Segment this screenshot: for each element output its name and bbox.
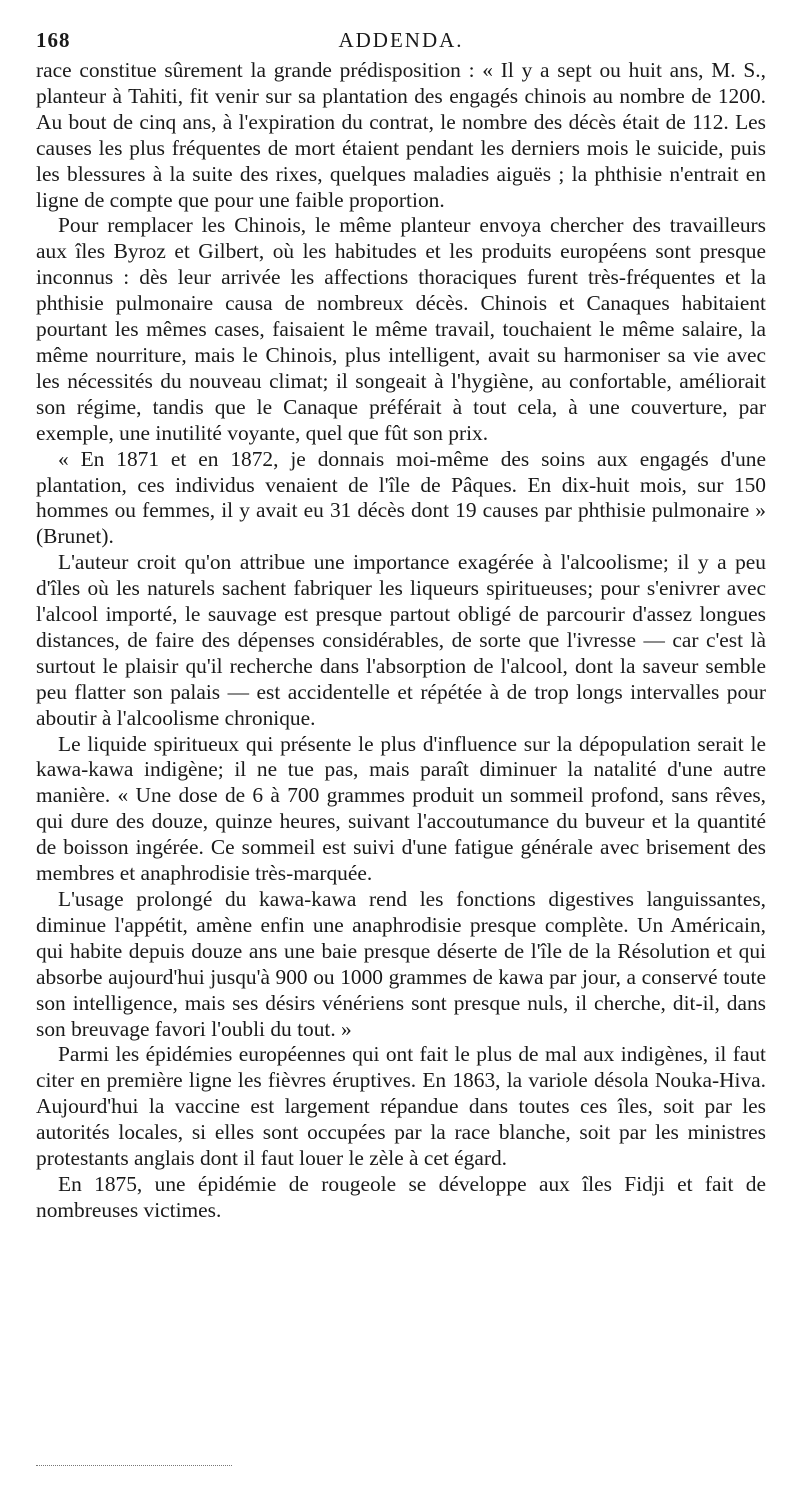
paragraph: Le liquide spiritueux qui présente le plus d'influence sur la dépopulation serait le kawa-kawa indigène; il ne tue pas, mais paraît diminuer la natalité d'une autre manière. « Une dose de 6 à 700 grammes produit un sommeil profond, sans rêves, qui dure des douze, quinze heures, suivant l'accoutumance du buveur et la quantité de boisson ingérée. Ce sommeil est suivi d'une fatigue générale avec brisement des membres et anaphrodisie très-marquée.	[36, 731, 766, 886]
page-number: 168	[36, 28, 71, 52]
running-title: ADDENDA.	[338, 28, 464, 52]
paragraph: Parmi les épidémies européennes qui ont fait le plus de mal aux indigènes, il faut citer en première ligne les fièvres éruptives. En 1863, la variole désola Nouka-Hiva. Aujourd'hui la vaccine est largement répandue dans toutes ces îles, soit par les autorités locales, si elles sont occupées par la race blanche, soit par les ministres protestants anglais dont il faut louer le zèle à cet égard.	[36, 1042, 766, 1171]
body-text	[36, 58, 766, 1224]
book-page	[36, 28, 766, 1224]
paragraph: race constitue sûrement la grande prédisposition : « Il y a sept ou huit ans, M. S., planteur à Tahiti, fit venir sur sa plantation des engagés chinois au nombre de 1200. Au bout de cinq ans, à l'expiration du contrat, le nombre des décès était de 112. Les causes les plus fréquentes de mort étaient pendant les derniers mois le suicide, puis les blessures à la suite des rixes, quelques maladies aiguës ; la phthisie n'entrait en ligne de compte que pour une faible proportion.	[36, 58, 766, 212]
paragraph: Pour remplacer les Chinois, le même planteur envoya chercher des travailleurs aux îles Byroz et Gilbert, où les habitudes et les produits européens sont presque inconnus : dès leur arrivée les affections thoraciques furent très-fréquentes et la phthisie pulmonaire causa de nombreux décès. Chinois et Canaques habitaient pourtant les mêmes cases, faisaient le même travail, touchaient le même salaire, la même nourriture, mais le Chinois, plus intelligent, avait su harmoniser sa vie avec les nécessités du nouveau climat; il songeait à l'hygiène, au confortable, améliorait son régime, tandis que le Canaque préférait à tout cela, à une couverture, par exemple, une inutilité voyante, quel que fût son prix.	[36, 213, 766, 445]
footer-rule	[36, 1465, 232, 1466]
paragraph: En 1875, une épidémie de rougeole se développe aux îles Fidji et fait de nombreuses victimes.	[36, 1171, 766, 1222]
running-head	[36, 28, 766, 58]
paragraph: « En 1871 et en 1872, je donnais moi-même des soins aux engagés d'une plantation, ces individus venaient de l'île de Pâques. En dix-huit mois, sur 150 hommes ou femmes, il y avait eu 31 décès dont 19 causes par phthisie pulmonaire » (Brunet).	[36, 446, 766, 549]
paragraph: L'auteur croit qu'on attribue une importance exagérée à l'alcoolisme; il y a peu d'îles où les naturels sachent fabriquer les liqueurs spiritueuses; pour s'enivrer avec l'alcool importé, le sauvage est presque partout obligé de parcourir d'assez longues distances, de faire des dépenses considérables, de sorte que l'ivresse — car c'est là surtout le plaisir qu'il recherche dans l'absorption de l'alcool, dont la saveur semble peu flatter son palais — est accidentelle et répétée à de trop longs intervalles pour aboutir à l'alcoolisme chronique.	[36, 550, 766, 730]
paragraph: L'usage prolongé du kawa-kawa rend les fonctions digestives languissantes, diminue l'appétit, amène enfin une anaphrodisie presque complète. Un Américain, qui habite depuis douze ans une baie presque déserte de l'île de la Résolution et qui absorbe aujourd'hui jusqu'à 900 ou 1000 grammes de kawa par jour, a conservé toute son intelligence, mais ses désirs vénériens sont presque nuls, il cherche, dit-il, dans son breuvage favori l'oubli du tout. »	[36, 887, 766, 1041]
